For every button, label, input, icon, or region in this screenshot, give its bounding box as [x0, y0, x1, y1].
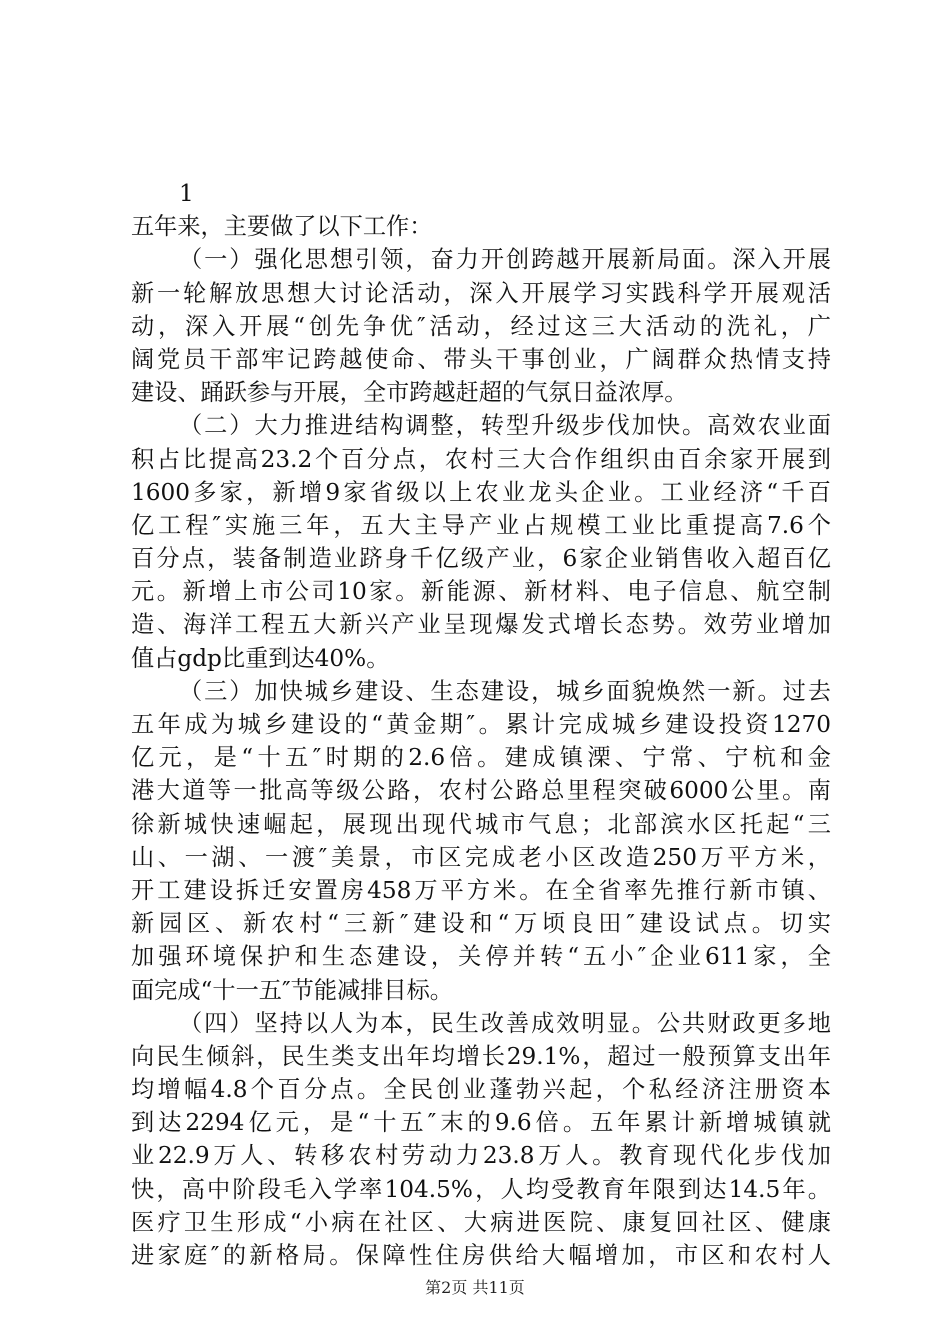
section-4-line: 快，高中阶段毛入学率104.5%，人均受教育年限到达14.5年。 — [131, 1175, 831, 1203]
section-3-line: （三）加快城乡建设、生态建设，城乡面貌焕然一新。过去 — [179, 677, 831, 705]
section-3-line: 开工建设拆迁安置房458万平方米。在全省率先推行新市镇、 — [131, 876, 831, 904]
section-2-line: 1600多家，新增9家省级以上农业龙头企业。工业经济“千百 — [131, 478, 831, 506]
document-body — [131, 177, 831, 1272]
section-2-line: （二）大力推进结构调整，转型升级步伐加快。高效农业面 — [179, 412, 831, 440]
section-2-line: 百分点，装备制造业跻身千亿级产业，6家企业销售收入超百亿 — [131, 545, 831, 573]
section-4-line: （四）坚持以人为本，民生改善成效明显。公共财政更多地 — [179, 1009, 831, 1037]
section-4-line: 向民生倾斜，民生类支出年均增长29.1%，超过一般预算支出年 — [131, 1042, 831, 1070]
section-2-line: 积占比提高23.2个百分点，农村三大合作组织由百余家开展到 — [131, 445, 831, 473]
section-3-line: 加强环境保护和生态建设，关停并转“五小″企业611家，全 — [131, 943, 831, 971]
section-3-line: 新园区、新农村“三新″建设和“万顷良田″建设试点。切实 — [131, 910, 831, 938]
section-1-line: 动，深入开展“创先争优″活动，经过这三大活动的洗礼，广 — [131, 312, 831, 340]
section-1-line: （一）强化思想引领，奋力开创跨越开展新局面。深入开展 — [179, 246, 831, 274]
section-3-line: 徐新城快速崛起，展现出现代城市气息；北部滨水区托起“三 — [131, 810, 831, 838]
section-4-line: 业22.9万人、转移农村劳动力23.8万人。教育现代化步伐加 — [131, 1142, 831, 1170]
section-2-line: 造、海洋工程五大新兴产业呈现爆发式增长态势。效劳业增加 — [131, 611, 831, 639]
section-3-line: 亿元，是“十五″时期的2.6倍。建成镇溧、宁常、宁杭和金 — [131, 744, 831, 772]
section-4-line: 到达2294亿元，是“十五″末的9.6倍。五年累计新增城镇就 — [131, 1109, 831, 1137]
intro-line: 五年来，主要做了以下工作： — [131, 213, 433, 241]
section-3-line: 五年成为城乡建设的“黄金期″。累计完成城乡建设投资1270 — [131, 711, 831, 738]
page-number-marker: 1 — [179, 180, 194, 207]
section-4-line: 均增幅4.8个百分点。全民创业蓬勃兴起，个私经济注册资本 — [131, 1076, 831, 1104]
section-4-line: 进家庭″的新格局。保障性住房供给大幅增加，市区和农村人 — [131, 1242, 831, 1269]
page-footer: 第2页 共11页 — [425, 1278, 525, 1297]
section-1-line: 建设、踊跃参与开展，全市跨越赶超的气氛日益浓厚。 — [131, 379, 688, 407]
section-3-line: 港大道等一批高等级公路，农村公路总里程突破6000公里。南 — [131, 777, 831, 805]
section-2-line: 亿工程″实施三年，五大主导产业占规模工业比重提高7.6个 — [131, 511, 831, 539]
section-4-line: 医疗卫生形成“小病在社区、大病进医院、康复回社区、健康 — [131, 1208, 831, 1236]
section-1-line: 新一轮解放思想大讨论活动，深入开展学习实践科学开展观活 — [131, 279, 831, 307]
section-3-line: 山、一湖、一渡″美景，市区完成老小区改造250万平方米， — [131, 843, 831, 871]
section-2-line: 值占gdp比重到达40%。 — [131, 644, 390, 672]
section-2-line: 元。新增上市公司10家。新能源、新材料、电子信息、航空制 — [131, 578, 831, 606]
section-3-line: 面完成“十一五″节能减排目标。 — [131, 976, 453, 1004]
section-1-line: 阔党员干部牢记跨越使命、带头干事创业，广阔群众热情支持 — [131, 345, 831, 373]
